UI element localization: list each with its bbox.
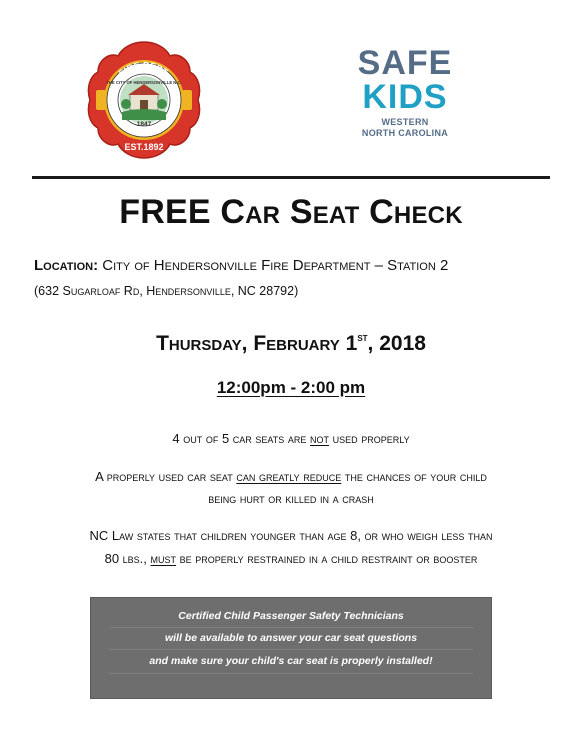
callout-separator xyxy=(109,649,473,650)
fact-1a: 4 out of 5 car seats are xyxy=(172,431,310,446)
event-time-text: 12:00pm - 2:00 pm xyxy=(216,378,366,397)
badge-established: EST.1892 xyxy=(124,142,164,152)
technician-callout-box xyxy=(90,597,492,699)
callout-separator xyxy=(109,673,473,674)
safe-kids-word-safe: SAFE xyxy=(357,44,453,82)
fact-2a: A properly used car seat xyxy=(95,469,237,484)
fact-line-3: being hurt or killed in a crash xyxy=(208,491,374,506)
event-time xyxy=(0,376,582,400)
fact-line-4: NC Law states that children younger than age 8, or who weigh less than xyxy=(89,528,493,543)
location-value: City of Hendersonville Fire Department – Station 2 xyxy=(102,257,449,274)
fact-line-1 xyxy=(0,430,582,448)
safe-kids-region-line2: NORTH CAROLINA xyxy=(361,128,449,138)
fact-line-5 xyxy=(0,550,582,568)
badge-top-text: FIRE DEPT. xyxy=(116,59,172,79)
fact-2-underlined: can greatly reduce xyxy=(236,469,342,484)
callout-line-2: will be available to answer your car seat questions xyxy=(164,632,418,644)
fact-2b: the chances of your child xyxy=(341,469,487,484)
address-line: (632 Sugarloaf Rd, Hendersonville, NC 28792) xyxy=(34,284,299,298)
location-line xyxy=(34,256,554,276)
callout-separator xyxy=(109,627,473,628)
fact-5b: be properly restrained in a child restraint or booster xyxy=(176,551,478,566)
callout-line-3: and make sure your child's car seat is properly installed! xyxy=(149,655,433,667)
header-divider xyxy=(32,176,550,179)
fire-department-badge-logo xyxy=(82,38,206,162)
fact-5a: 80 lbs., xyxy=(104,551,151,566)
safe-kids-kids-text: KIDS xyxy=(362,78,448,116)
badge-year: 1847 xyxy=(136,121,152,128)
fact-1-underlined: not xyxy=(310,431,329,446)
fact-1b: used properly xyxy=(329,431,410,446)
callout-line-1: Certified Child Passenger Safety Technicians xyxy=(178,610,404,622)
safe-kids-word-kids xyxy=(350,80,460,114)
safe-kids-region xyxy=(350,117,460,139)
svg-text:FIRE DEPT. xyxy=(117,60,171,78)
fact-5-underlined: must xyxy=(150,551,177,566)
location-label: Location: xyxy=(34,257,99,274)
badge-ring-text: THE CITY OF HENDERSONVILLE N.C. xyxy=(106,80,182,85)
fact-line-2 xyxy=(0,468,582,486)
safe-kids-logo xyxy=(350,46,460,142)
page-title: FREE Car Seat Check xyxy=(119,193,463,231)
date-main: Thursday, February 1 xyxy=(156,332,358,355)
date-year: , 2018 xyxy=(367,332,426,355)
event-date xyxy=(0,330,582,358)
safe-kids-region-line1: WESTERN xyxy=(381,117,429,127)
fire-badge-text xyxy=(82,38,206,162)
date-ordinal: st xyxy=(357,332,368,344)
